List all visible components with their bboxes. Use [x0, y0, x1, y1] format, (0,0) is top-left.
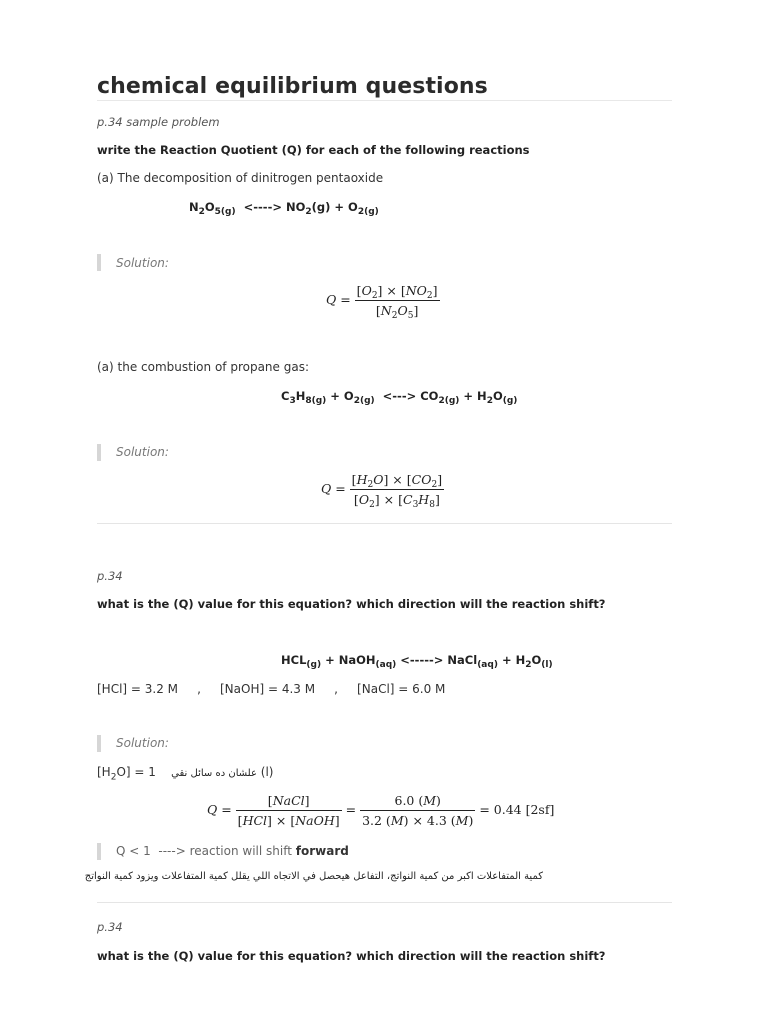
formula-q-propane: Q = $\frac{[H_2O] \times [CO_2]}{[O_2] \times [C_3H_8]}$	[321, 472, 443, 510]
quote-bar	[97, 444, 101, 461]
shift-direction: forward	[295, 844, 349, 858]
water-note-suffix: (l)	[260, 765, 274, 779]
result-value: = 0.44 [2sf]	[479, 802, 555, 817]
solution-label-a: Solution:	[116, 256, 169, 270]
shift-conclusion	[116, 844, 349, 858]
quote-bar	[97, 735, 101, 752]
water-note: $[H_2O] = 1$ علشان ده سائل نقي (l)	[97, 765, 274, 783]
section3-question: what is the (Q) value for this equation? which direction will the reaction shift?	[97, 949, 606, 963]
part-b-label: (a) the combustion of propane gas:	[97, 360, 309, 374]
section1-ref: p.34 sample problem	[97, 115, 220, 129]
section1-question: write the Reaction Quotient (Q) for each of the following reactions	[97, 143, 530, 157]
formula-q-n2o5: Q = $\frac{[O_2] \times [NO_2]}{[N_2O_5]}$	[326, 283, 438, 321]
reaction-equation-n2o5: $N_2O_{5(g)}$ <----> $NO_2(g) + O_{2(g)}$	[189, 200, 379, 217]
formula-q-hcl: Q = $\frac{\text{[NaCl]}}{\text{[HCl] × [NaOH]}}$ = $\frac{6.0 (M)}{3.2 (M) \times 4.3 (M)}$ = 0.44 [2sf]	[207, 793, 555, 828]
shift-prefix: Q < 1 ----> reaction will shift	[116, 844, 296, 858]
arabic-explanation: كمية المتفاعلات اكبر من كمية النواتج، التفاعل هيحصل في الاتجاه اللي يقلل كمية المتفاعلات ويزود كمية النواتج	[84, 871, 543, 882]
reaction-equation-hcl: $HCL_{(g)}$ + NaOH$_{(aq)}$ <-----> NaCl$_{(aq)}$ + $H_2O_{(l)}$	[281, 653, 553, 670]
part-a-label: (a) The decomposition of dinitrogen pentaoxide	[97, 171, 384, 185]
solution-label-c: Solution:	[116, 736, 169, 750]
section3-ref: p.34	[97, 920, 123, 934]
quote-bar	[97, 843, 101, 860]
water-note-arabic: علشان ده سائل نقي	[171, 768, 257, 779]
concentrations: [HCl] = 3.2 M , [NaOH] = 4.3 M , [NaCl] = 6.0 M	[97, 682, 446, 696]
section-divider	[97, 523, 672, 524]
solution-label-b: Solution:	[116, 445, 169, 459]
section2-ref: p.34	[97, 569, 123, 583]
title-divider	[97, 100, 672, 101]
page-title: chemical equilibrium questions	[97, 74, 488, 99]
section2-question: what is the (Q) value for this equation? which direction will the reaction shift?	[97, 597, 606, 611]
section-divider	[97, 902, 672, 903]
reaction-equation-propane: $C_3H_{8(g)} + O_{2(g)}$ <---> $CO_{2(g)} + H_2O_{(g)}$	[281, 389, 518, 406]
quote-bar	[97, 254, 101, 271]
